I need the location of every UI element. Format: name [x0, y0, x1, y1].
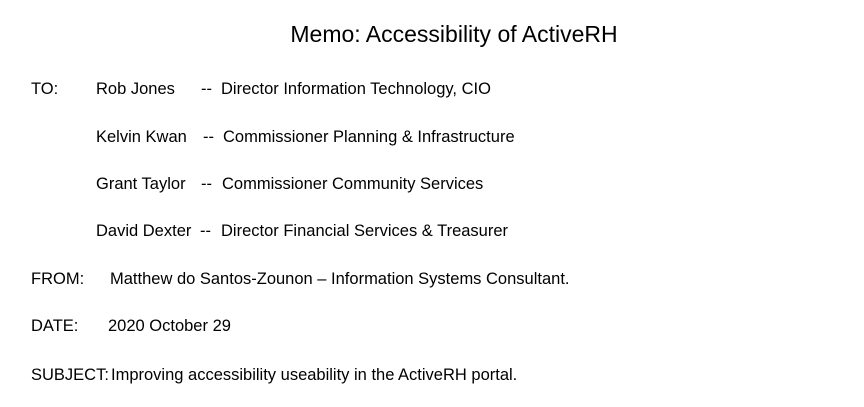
- recipient-role: Commissioner Planning & Infrastructure: [223, 128, 515, 146]
- subject-row: [0, 364, 864, 386]
- recipient-separator: --: [201, 80, 212, 98]
- recipient-separator: --: [200, 222, 211, 240]
- date-row: [0, 315, 864, 337]
- to-label: TO:: [31, 80, 59, 98]
- recipient-name: Grant Taylor: [96, 175, 186, 193]
- to-row-2: [0, 126, 864, 148]
- from-label: FROM:: [31, 270, 85, 288]
- recipient-separator: --: [201, 175, 212, 193]
- recipient-name: Rob Jones: [96, 80, 175, 98]
- date-label: DATE:: [31, 317, 79, 335]
- date-value: 2020 October 29: [108, 317, 231, 335]
- recipient-name: David Dexter: [96, 222, 192, 240]
- from-value: Matthew do Santos-Zounon – Information Systems Consultant.: [110, 270, 570, 288]
- recipient-role: Director Information Technology, CIO: [221, 80, 491, 98]
- recipient-name: Kelvin Kwan: [96, 128, 187, 146]
- subject-label: SUBJECT:: [31, 366, 109, 384]
- subject-value: Improving accessibility useability in the ActiveRH portal.: [111, 366, 518, 384]
- to-row-3: [0, 173, 864, 195]
- recipient-separator: --: [203, 128, 214, 146]
- recipient-role: Director Financial Services & Treasurer: [221, 222, 509, 240]
- to-row-4: [0, 220, 864, 242]
- to-row-1: [0, 78, 864, 100]
- recipient-role: Commissioner Community Services: [222, 175, 484, 193]
- memo-title: Memo: Accessibility of ActiveRH: [290, 21, 618, 47]
- from-row: [0, 268, 864, 290]
